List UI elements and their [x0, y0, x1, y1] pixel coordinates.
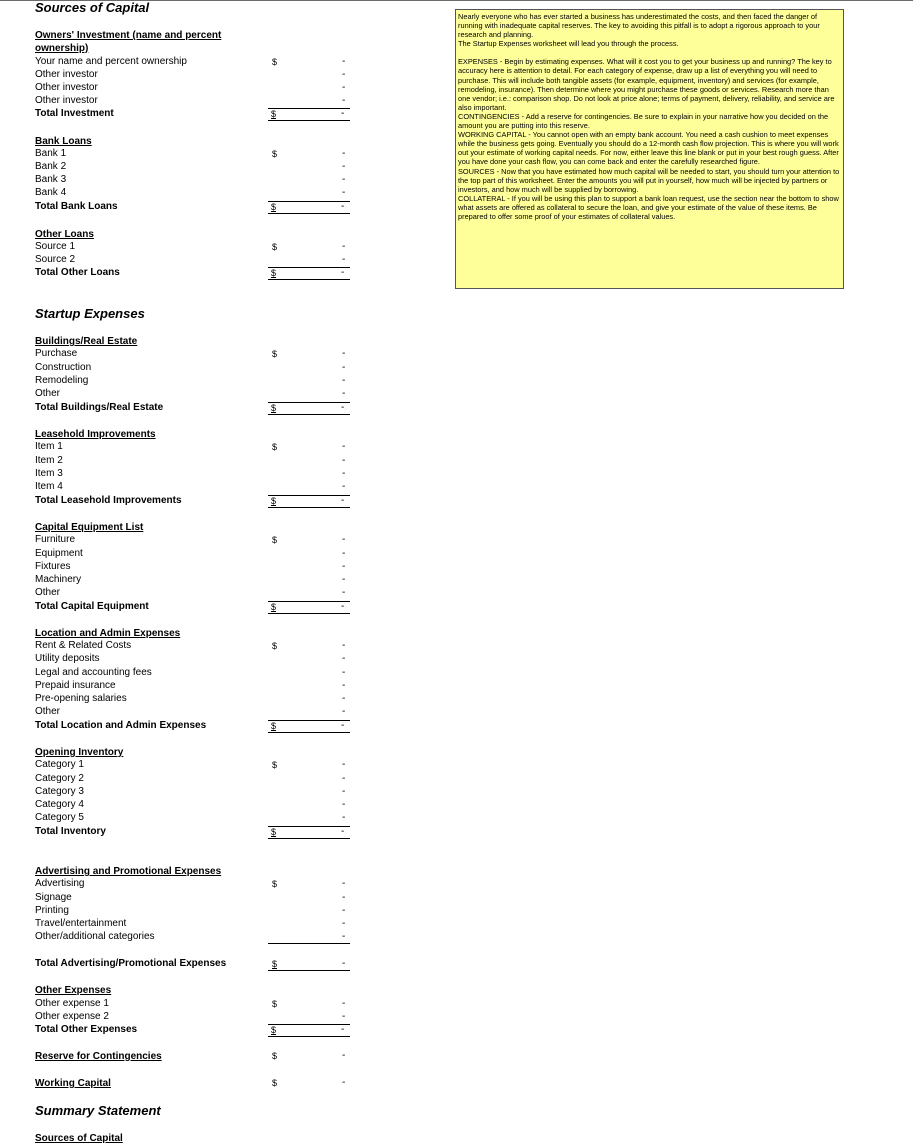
location-admin-total-cell[interactable] — [268, 720, 350, 733]
advertising-subtotal-rule — [268, 943, 350, 944]
inventory-item-3: Category 3 — [35, 786, 84, 797]
note-intro: Nearly everyone who has ever started a business has underestimated the costs, and then faced the danger of running with inadequate capital reserves. The key to avoiding this pitfall is to adopt a rigorous approach to your research and planning. — [458, 12, 820, 40]
inventory-total-currency: $ — [271, 827, 277, 837]
buildings-item-2: Construction — [35, 362, 92, 373]
note-working-capital: WORKING CAPITAL - You cannot open with an empty bank account. You need a cash cushion to meet expenses while the business gets going. Eventually you should do a 12-month cash flow projection. This is where you will work out your estimate of working capital needs. For now, either leave this line blank or put in your best rough guess. After you have done your cash flow, you can come back and enter the carefully researched figure. — [458, 130, 839, 167]
leasehold-value-2[interactable]: - — [342, 455, 346, 466]
advertising-item-2: Signage — [35, 892, 72, 903]
other-expenses-item-2: Other expense 2 — [35, 1011, 109, 1022]
advertising-value-1[interactable]: - — [342, 878, 346, 889]
advertising-total-currency: $ — [272, 959, 278, 969]
other-loans-item-2: Source 2 — [35, 254, 76, 265]
leasehold-value-3[interactable]: - — [342, 468, 346, 479]
advertising-item-5: Other/additional categories — [35, 931, 155, 942]
working-capital-currency: $ — [272, 1078, 278, 1088]
other-loans-value-2[interactable]: - — [342, 254, 346, 265]
bank-heading: Bank Loans — [35, 136, 92, 147]
bank-currency: $ — [272, 149, 278, 159]
inventory-total-label: Total Inventory — [35, 826, 106, 837]
owners-item-4: Other investor — [35, 95, 98, 106]
other-loans-total-currency: $ — [271, 268, 277, 278]
owners-total-value: - — [341, 108, 345, 119]
location-admin-item-5: Pre-opening salaries — [35, 693, 127, 704]
note-sources: SOURCES - Now that you have estimated how much capital will be needed to start, you should turn your attention to the top part of this worksheet. Enter the amounts you will put in yourself, how much will be injected by partners or investors, and how much will be supplied by borrowing. — [458, 166, 840, 194]
bank-total-cell[interactable] — [268, 201, 350, 214]
buildings-currency: $ — [272, 349, 278, 359]
leasehold-item-1: Item 1 — [35, 441, 63, 452]
location-admin-value-5[interactable]: - — [342, 693, 346, 704]
leasehold-total-label: Total Leasehold Improvements — [35, 495, 182, 506]
inventory-heading: Opening Inventory — [35, 747, 124, 758]
owners-value-4[interactable]: - — [342, 95, 346, 106]
leasehold-heading: Leasehold Improvements — [35, 429, 156, 440]
owners-heading: Owners' Investment (name and percent ownership) — [35, 30, 222, 54]
location-admin-currency: $ — [272, 641, 278, 651]
location-admin-value-6[interactable]: - — [342, 706, 346, 717]
advertising-value-2[interactable]: - — [342, 892, 346, 903]
other-expenses-value-2[interactable]: - — [342, 1011, 346, 1022]
bank-value-4[interactable]: - — [342, 187, 346, 198]
inventory-item-5: Category 5 — [35, 812, 84, 823]
buildings-total-currency: $ — [271, 403, 277, 413]
other-expenses-currency: $ — [272, 999, 278, 1009]
inventory-item-1: Category 1 — [35, 759, 84, 770]
other-expenses-heading: Other Expenses — [35, 985, 112, 996]
location-admin-item-6: Other — [35, 706, 61, 717]
buildings-heading: Buildings/Real Estate — [35, 336, 138, 347]
other-expenses-value-1[interactable]: - — [342, 998, 346, 1009]
sources-title: Sources of Capital — [35, 0, 150, 15]
capital-equipment-value-4[interactable]: - — [342, 574, 346, 585]
note-spacer — [458, 48, 841, 57]
reserve-heading: Reserve for Contingencies — [35, 1051, 162, 1062]
buildings-value-1[interactable]: - — [342, 348, 346, 359]
buildings-item-3: Remodeling — [35, 375, 89, 386]
other-expenses-total-value: - — [341, 1024, 345, 1035]
other-loans-value-1[interactable]: - — [342, 241, 346, 252]
note-contingencies: CONTINGENCIES - Add a reserve for contingencies. Be sure to explain in your narrative how you decided on the amount you are putting into this reserve. — [458, 111, 829, 131]
capital-equipment-item-5: Other — [35, 587, 61, 598]
bank-value-3[interactable]: - — [342, 174, 346, 185]
summary-title: Summary Statement — [35, 1103, 161, 1118]
buildings-total-label: Total Buildings/Real Estate — [35, 402, 164, 413]
working-capital-value[interactable]: - — [342, 1077, 346, 1088]
advertising-item-3: Printing — [35, 905, 69, 916]
capital-equipment-item-1: Furniture — [35, 534, 76, 545]
buildings-value-4[interactable]: - — [342, 388, 346, 399]
instructions-note — [455, 9, 844, 289]
location-admin-item-4: Prepaid insurance — [35, 680, 116, 691]
other-expenses-total-currency: $ — [271, 1025, 277, 1035]
location-admin-item-3: Legal and accounting fees — [35, 667, 152, 678]
inventory-value-5[interactable]: - — [342, 812, 346, 823]
leasehold-value-4[interactable]: - — [342, 481, 346, 492]
leasehold-item-4: Item 4 — [35, 481, 63, 492]
reserve-currency: $ — [272, 1051, 278, 1061]
advertising-value-4[interactable]: - — [342, 918, 346, 929]
location-admin-item-1: Rent & Related Costs — [35, 640, 132, 651]
location-admin-heading: Location and Admin Expenses — [35, 628, 181, 639]
bank-item-1: Bank 1 — [35, 148, 67, 159]
buildings-value-3[interactable]: - — [342, 375, 346, 386]
location-admin-value-4[interactable]: - — [342, 680, 346, 691]
owners-total-currency: $ — [271, 109, 277, 119]
advertising-total-rule — [268, 970, 350, 971]
inventory-item-2: Category 2 — [35, 773, 84, 784]
inventory-value-4[interactable]: - — [342, 799, 346, 810]
advertising-value-5[interactable]: - — [342, 931, 346, 942]
other-expenses-total-cell[interactable] — [268, 1024, 350, 1037]
capital-equipment-value-1[interactable]: - — [342, 534, 346, 545]
other-loans-heading: Other Loans — [35, 229, 94, 240]
other-loans-currency: $ — [272, 242, 278, 252]
leasehold-currency: $ — [272, 442, 278, 452]
capital-equipment-total-currency: $ — [271, 602, 277, 612]
other-loans-item-1: Source 1 — [35, 241, 76, 252]
summary-sources-heading: Sources of Capital — [35, 1133, 123, 1144]
location-admin-value-2[interactable]: - — [342, 653, 346, 664]
bank-total-currency: $ — [271, 202, 277, 212]
advertising-heading: Advertising and Promotional Expenses — [35, 866, 222, 877]
owners-item-3: Other investor — [35, 82, 98, 93]
leasehold-item-3: Item 3 — [35, 468, 63, 479]
buildings-total-value: - — [341, 402, 345, 413]
advertising-item-1: Advertising — [35, 878, 85, 889]
note-collateral: COLLATERAL - If you will be using this plan to support a bank loan request, use the section near the bottom to show what assets are offered as collateral to secure the loan, and give your estimate of the value of these items. Be prepared to offer some proof of your estimates of collateral values. — [458, 193, 839, 221]
other-expenses-total-label: Total Other Expenses — [35, 1024, 138, 1035]
advertising-total-value[interactable]: - — [342, 958, 346, 969]
inventory-total-cell[interactable] — [268, 826, 350, 839]
startup-title: Startup Expenses — [35, 306, 145, 321]
owners-value-3[interactable]: - — [342, 82, 346, 93]
inventory-value-3[interactable]: - — [342, 786, 346, 797]
location-admin-value-3[interactable]: - — [342, 667, 346, 678]
leasehold-value-1[interactable]: - — [342, 441, 346, 452]
advertising-total-label: Total Advertising/Promotional Expenses — [35, 958, 227, 969]
capital-equipment-total-value: - — [341, 601, 345, 612]
buildings-total-cell[interactable] — [268, 402, 350, 415]
other-loans-total-value: - — [341, 267, 345, 278]
owners-total-label: Total Investment — [35, 108, 114, 119]
location-admin-total-value: - — [341, 720, 345, 731]
bank-item-3: Bank 3 — [35, 174, 67, 185]
capital-equipment-currency: $ — [272, 535, 278, 545]
bank-total-label: Total Bank Loans — [35, 201, 118, 212]
location-admin-item-2: Utility deposits — [35, 653, 100, 664]
other-loans-total-label: Total Other Loans — [35, 267, 120, 278]
capital-equipment-item-2: Equipment — [35, 548, 83, 559]
bank-item-4: Bank 4 — [35, 187, 67, 198]
owners-item-1: Your name and percent ownership — [35, 56, 187, 67]
capital-equipment-total-cell[interactable] — [268, 601, 350, 614]
bank-value-2[interactable]: - — [342, 161, 346, 172]
inventory-item-4: Category 4 — [35, 799, 84, 810]
bank-item-2: Bank 2 — [35, 161, 67, 172]
bank-value-1[interactable]: - — [342, 148, 346, 159]
note-intro-2: The Startup Expenses worksheet will lead you through the process. — [458, 39, 679, 49]
capital-equipment-item-3: Fixtures — [35, 561, 71, 572]
owners-value-2[interactable]: - — [342, 69, 346, 80]
advertising-currency: $ — [272, 879, 278, 889]
owners-value-1[interactable]: - — [342, 56, 346, 67]
advertising-value-3[interactable]: - — [342, 905, 346, 916]
buildings-value-2[interactable]: - — [342, 362, 346, 373]
inventory-value-2[interactable]: - — [342, 773, 346, 784]
capital-equipment-heading: Capital Equipment List — [35, 522, 144, 533]
other-loans-total-cell[interactable] — [268, 267, 350, 280]
other-expenses-item-1: Other expense 1 — [35, 998, 109, 1009]
advertising-item-4: Travel/entertainment — [35, 918, 127, 929]
note-expenses: EXPENSES - Begin by estimating expenses. What will it cost you to get your business up and running? The key to accuracy here is attention to detail. For each category of expense, draw up a list of everything you will need to purchase. This will include both tangible assets (for example, equipment, inventory) and services (for example, remodeling, insurance). Then determine where you might purchase these goods or services. Research more than one vendor; i.e.: comparison shop. Do not look at price alone; terms of payment, delivery, reliability, and service are also important. — [458, 57, 835, 112]
leasehold-total-currency: $ — [271, 496, 277, 506]
bank-total-value: - — [341, 201, 345, 212]
leasehold-item-2: Item 2 — [35, 455, 63, 466]
capital-equipment-value-2[interactable]: - — [342, 548, 346, 559]
buildings-item-4: Other — [35, 388, 61, 399]
capital-equipment-item-4: Machinery — [35, 574, 82, 585]
leasehold-total-cell[interactable] — [268, 495, 350, 508]
capital-equipment-total-label: Total Capital Equipment — [35, 601, 149, 612]
owners-currency: $ — [272, 57, 278, 67]
location-admin-total-currency: $ — [271, 721, 277, 731]
capital-equipment-value-5[interactable]: - — [342, 587, 346, 598]
inventory-currency: $ — [272, 760, 278, 770]
working-capital-heading: Working Capital — [35, 1078, 111, 1089]
owners-item-2: Other investor — [35, 69, 98, 80]
reserve-value[interactable]: - — [342, 1050, 346, 1061]
capital-equipment-value-3[interactable]: - — [342, 561, 346, 572]
location-admin-value-1[interactable]: - — [342, 640, 346, 651]
inventory-value-1[interactable]: - — [342, 759, 346, 770]
inventory-total-value: - — [341, 826, 345, 837]
buildings-item-1: Purchase — [35, 348, 78, 359]
leasehold-total-value: - — [341, 495, 345, 506]
location-admin-total-label: Total Location and Admin Expenses — [35, 720, 207, 731]
owners-total-cell[interactable] — [268, 108, 350, 121]
